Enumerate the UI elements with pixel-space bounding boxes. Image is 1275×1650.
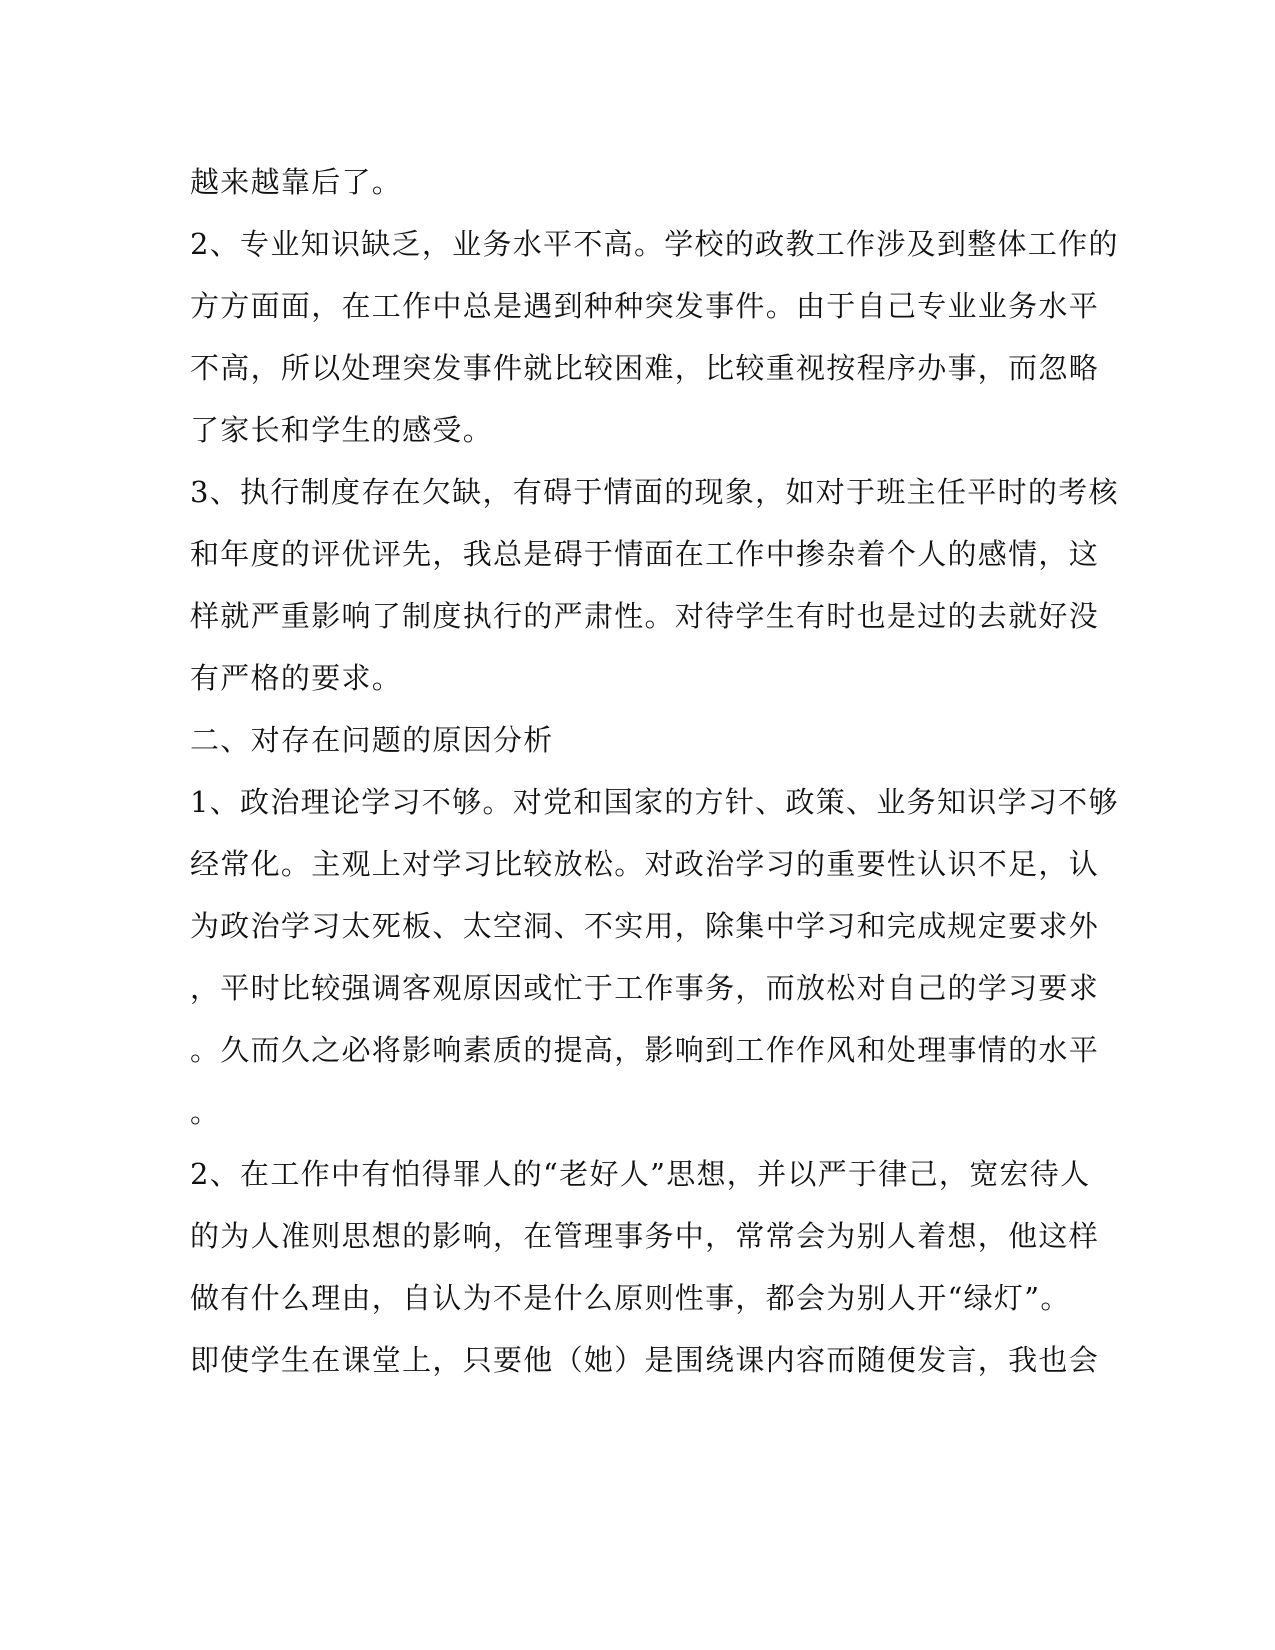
text-line: 3、执行制度存在欠缺，有碍于情面的现象，如对于班主任平时的考核 xyxy=(190,475,1119,509)
text-line: 做有什么理由，自认为不是什么原则性事，都会为别人开“绿灯”。 xyxy=(190,1281,1071,1315)
text-line: 即使学生在课堂上，只要他（她）是围绕课内容而随便发言，我也会 xyxy=(190,1343,1100,1377)
text-line: 了家长和学生的感受。 xyxy=(190,413,494,447)
text-line: 2、专业知识缺乏，业务水平不高。学校的政教工作涉及到整体工作的 xyxy=(190,227,1119,261)
text-line: 2、在工作中有怕得罪人的“老好人”思想，并以严于律己，宽宏待人 xyxy=(190,1157,1091,1191)
text-line: 方方面面，在工作中总是遇到种种突发事件。由于自己专业业务水平 xyxy=(190,289,1100,323)
text-line: 越来越靠后了。 xyxy=(190,165,403,199)
text-line: 有严格的要求。 xyxy=(190,661,403,695)
text-line: 。久而久之必将影响素质的提高，影响到工作作风和处理事情的水平 xyxy=(190,1033,1100,1067)
text-line: ，平时比较强调客观原因或忙于工作事务，而放松对自己的学习要求 xyxy=(190,971,1100,1005)
text-line: 样就严重影响了制度执行的严肃性。对待学生有时也是过的去就好没 xyxy=(190,599,1100,633)
text-line: 。 xyxy=(190,1095,221,1129)
text-line: 和年度的评优评先，我总是碍于情面在工作中掺杂着个人的感情，这 xyxy=(190,537,1100,571)
text-line: 不高，所以处理突发事件就比较困难，比较重视按程序办事，而忽略 xyxy=(190,351,1100,385)
text-line: 的为人准则思想的影响，在管理事务中，常常会为别人着想，他这样 xyxy=(190,1219,1100,1253)
text-line: 经常化。主观上对学习比较放松。对政治学习的重要性认识不足，认 xyxy=(190,847,1100,881)
text-line: 为政治学习太死板、太空洞、不实用，除集中学习和完成规定要求外 xyxy=(190,909,1100,943)
text-line: 1、政治理论学习不够。对党和国家的方针、政策、业务知识学习不够 xyxy=(190,785,1119,819)
section-heading: 二、对存在问题的原因分析 xyxy=(190,723,554,757)
